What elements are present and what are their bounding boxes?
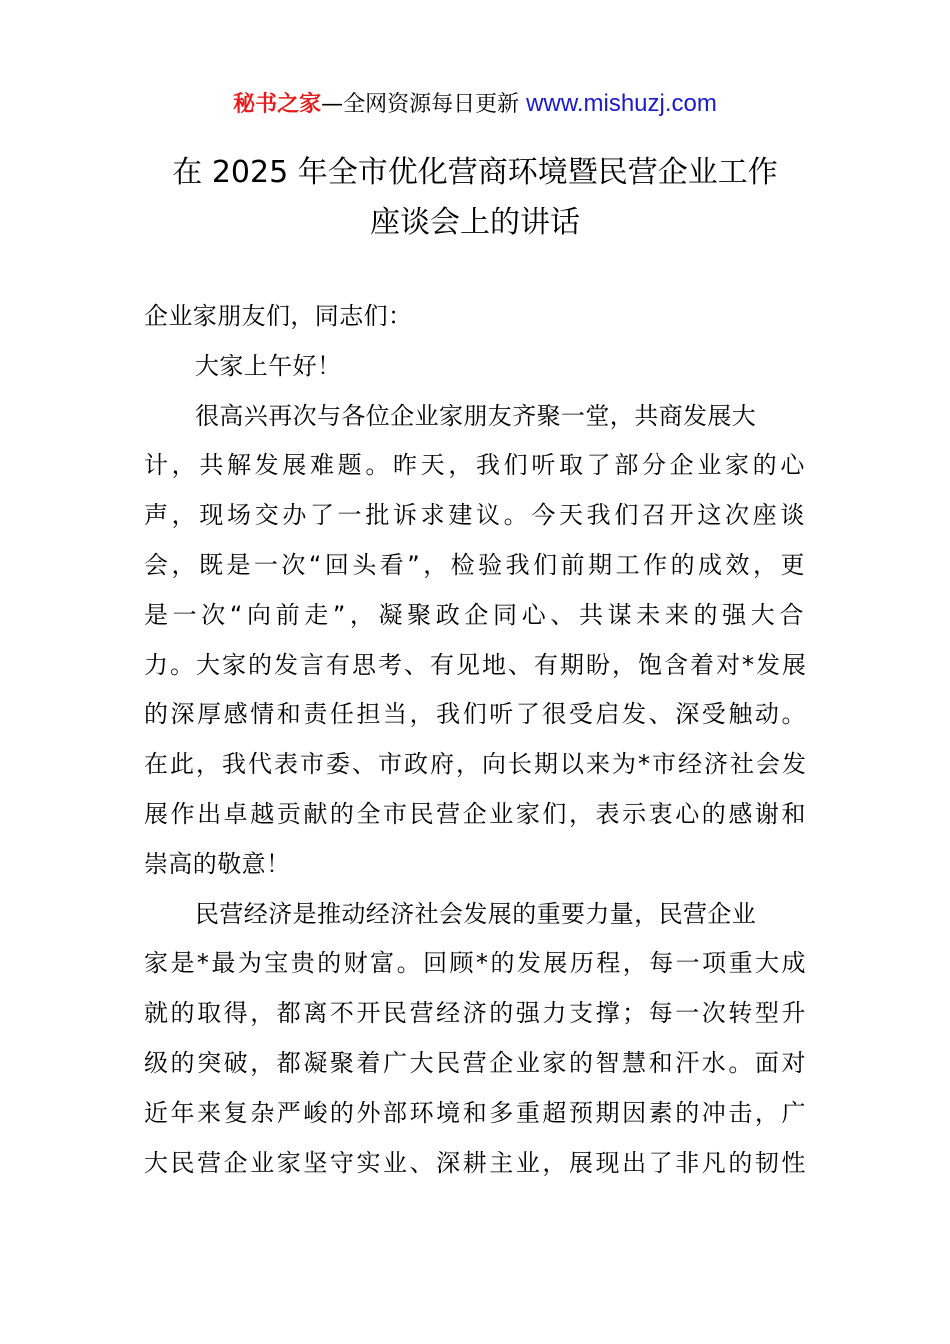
body-text-line: 的深厚感情和责任担当，我们听了很受启发、深受触动。 bbox=[144, 700, 808, 729]
body-text-line: 近年来复杂严峻的外部环境和多重超预期因素的冲击，广 bbox=[144, 1098, 808, 1127]
body-text-line: 家是*最为宝贵的财富。回顾*的发展历程，每一项重大成 bbox=[144, 949, 808, 978]
site-url-link[interactable]: www.mishuzj.com bbox=[526, 90, 717, 117]
banner-tagline: —全网资源每日更新 bbox=[321, 92, 527, 117]
body-text-line: 力。大家的发言有思考、有见地、有期盼，饱含着对*发展 bbox=[144, 650, 808, 679]
body-text-line: 就的取得，都离不开民营经济的强力支撑；每一次转型升 bbox=[144, 999, 808, 1028]
body-text-line: 在此，我代表市委、市政府，向长期以来为*市经济社会发 bbox=[144, 750, 808, 779]
title-line: 在 2025 年全市优化营商环境暨民营企业工作 bbox=[172, 155, 778, 190]
body-text-line: 级的突破，都凝聚着广大民营企业家的智慧和汗水。面对 bbox=[144, 1048, 808, 1077]
body-text-line: 计，共解发展难题。昨天，我们听取了部分企业家的心 bbox=[144, 451, 808, 480]
document-body bbox=[144, 292, 808, 1188]
body-text-line: 声，现场交办了一批诉求建议。今天我们召开这次座谈 bbox=[144, 501, 808, 530]
body-text-line: 企业家朋友们，同志们： bbox=[144, 302, 413, 330]
document-title bbox=[0, 148, 950, 248]
title-line: 座谈会上的讲话 bbox=[370, 205, 580, 240]
body-text-line: 大家上午好！ bbox=[195, 351, 342, 380]
body-text-line: 民营经济是推动经济社会发展的重要力量，民营企业 bbox=[195, 899, 757, 928]
body-text-line: 很高兴再次与各位企业家朋友齐聚一堂，共商发展大 bbox=[195, 401, 757, 430]
body-text-line: 是一次“向前走”，凝聚政企同心、共谋未来的强大合 bbox=[144, 600, 808, 629]
body-text-line: 崇高的敬意！ bbox=[144, 849, 291, 878]
brand-name: 秘书之家 bbox=[233, 92, 322, 117]
body-text-line: 展作出卓越贡献的全市民营企业家们，表示衷心的感谢和 bbox=[144, 799, 808, 828]
body-text-line: 大民营企业家坚守实业、深耕主业，展现出了非凡的韧性 bbox=[144, 1148, 808, 1177]
body-text-line: 会，既是一次“回头看”，检验我们前期工作的成效，更 bbox=[144, 550, 808, 579]
site-banner bbox=[0, 88, 950, 121]
